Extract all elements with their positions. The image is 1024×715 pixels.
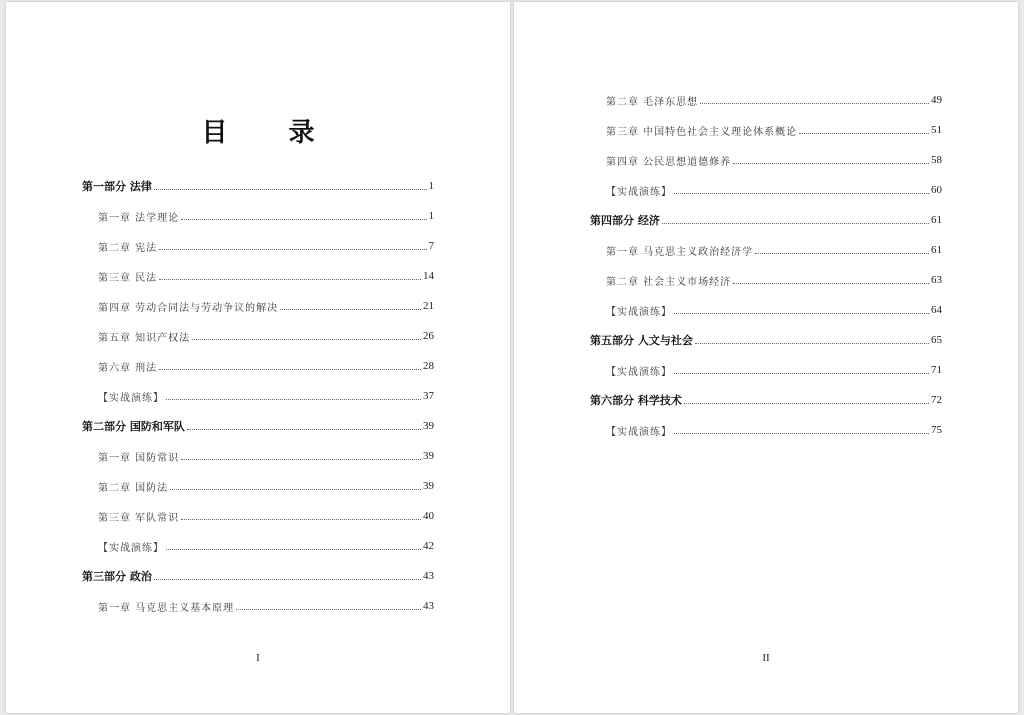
page-title: 目 录 <box>201 118 341 148</box>
toc-part-entry[interactable] <box>82 178 434 194</box>
dot-leader <box>181 519 421 520</box>
page-number-left: I <box>256 652 260 664</box>
toc-entry-label: 第三章 军队常识 <box>98 512 180 524</box>
toc-entry-label: 【实战演练】 <box>606 186 672 198</box>
toc-entry-label: 第一部分 法律 <box>82 180 152 193</box>
toc-entry-label: 第二部分 国防和军队 <box>82 420 185 433</box>
toc-entry-page: 72 <box>931 394 942 406</box>
toc-chapter-entry[interactable] <box>98 448 434 464</box>
toc-chapter-entry[interactable] <box>98 298 434 314</box>
dot-leader <box>187 429 421 430</box>
dot-leader <box>159 279 421 280</box>
dot-leader <box>154 579 421 580</box>
toc-entry-label: 第四部分 经济 <box>590 214 660 227</box>
toc-chapter-entry[interactable] <box>98 328 434 344</box>
toc-chapter-entry[interactable] <box>606 182 942 198</box>
toc-part-entry[interactable] <box>82 568 434 584</box>
toc-entry-label: 【实战演练】 <box>606 306 672 318</box>
dot-leader <box>192 339 421 340</box>
toc-entry-label: 【实战演练】 <box>606 426 672 438</box>
toc-chapter-entry[interactable] <box>606 422 942 438</box>
dot-leader <box>170 489 421 490</box>
toc-entry-page: 37 <box>423 390 434 402</box>
toc-entry-page: 42 <box>423 540 434 552</box>
toc-page-right <box>514 2 1018 713</box>
toc-entry-page: 49 <box>931 94 942 106</box>
toc-entry-label: 第三章 民法 <box>98 272 158 284</box>
toc-chapter-entry[interactable] <box>98 388 434 404</box>
toc-entry-page: 1 <box>428 210 434 222</box>
page-number-right: II <box>762 652 770 664</box>
toc-chapter-entry[interactable] <box>606 122 942 138</box>
toc-chapter-entry[interactable] <box>606 362 942 378</box>
dot-leader <box>159 369 421 370</box>
dot-leader <box>662 223 929 224</box>
dot-leader <box>733 283 929 284</box>
toc-entry-page: 1 <box>428 180 434 192</box>
toc-entry-page: 58 <box>931 154 942 166</box>
toc-part-entry[interactable] <box>590 332 942 348</box>
toc-chapter-entry[interactable] <box>98 508 434 524</box>
toc-entry-label: 第四章 公民思想道德修养 <box>606 156 732 168</box>
toc-chapter-entry[interactable] <box>98 268 434 284</box>
toc-chapter-entry[interactable] <box>98 538 434 554</box>
dot-leader <box>674 373 929 374</box>
dot-leader <box>733 163 929 164</box>
toc-chapter-entry[interactable] <box>98 208 434 224</box>
toc-entry-label: 【实战演练】 <box>606 366 672 378</box>
toc-entry-label: 【实战演练】 <box>98 542 164 554</box>
toc-entry-label: 第二章 国防法 <box>98 482 169 494</box>
dot-leader <box>181 219 426 220</box>
toc-entry-page: 43 <box>423 600 434 612</box>
toc-part-entry[interactable] <box>590 212 942 228</box>
toc-entry-page: 39 <box>423 480 434 492</box>
toc-entry-label: 第一章 马克思主义政治经济学 <box>606 246 754 258</box>
dot-leader <box>684 403 929 404</box>
dot-leader <box>700 103 929 104</box>
toc-entry-label: 第一章 法学理论 <box>98 212 180 224</box>
toc-entry-label: 第三部分 政治 <box>82 570 152 583</box>
toc-chapter-entry[interactable] <box>98 238 434 254</box>
toc-chapter-entry[interactable] <box>98 358 434 374</box>
toc-entry-page: 60 <box>931 184 942 196</box>
toc-entry-page: 63 <box>931 274 942 286</box>
dot-leader <box>236 609 421 610</box>
toc-chapter-entry[interactable] <box>606 242 942 258</box>
toc-entry-page: 26 <box>423 330 434 342</box>
dot-leader <box>695 343 929 344</box>
toc-entry-page: 7 <box>428 240 434 252</box>
toc-part-entry[interactable] <box>82 418 434 434</box>
toc-entry-label: 第一章 马克思主义基本原理 <box>98 602 235 614</box>
toc-chapter-entry[interactable] <box>606 92 942 108</box>
toc-entry-label: 第六章 刑法 <box>98 362 158 374</box>
toc-entry-page: 64 <box>931 304 942 316</box>
toc-page-left <box>6 2 510 713</box>
toc-entry-page: 39 <box>423 420 434 432</box>
dot-leader <box>280 309 421 310</box>
toc-entry-page: 71 <box>931 364 942 376</box>
toc-entry-label: 第五章 知识产权法 <box>98 332 191 344</box>
toc-entry-page: 28 <box>423 360 434 372</box>
toc-entry-label: 第一章 国防常识 <box>98 452 180 464</box>
toc-entry-label: 第四章 劳动合同法与劳动争议的解决 <box>98 302 279 314</box>
toc-entry-page: 51 <box>931 124 942 136</box>
dot-leader <box>154 189 427 190</box>
toc-entry-page: 21 <box>423 300 434 312</box>
dot-leader <box>674 313 929 314</box>
toc-chapter-entry[interactable] <box>606 302 942 318</box>
toc-entry-page: 14 <box>423 270 434 282</box>
toc-part-entry[interactable] <box>590 392 942 408</box>
toc-entry-label: 【实战演练】 <box>98 392 164 404</box>
toc-entry-page: 61 <box>931 244 942 256</box>
dot-leader <box>674 433 929 434</box>
dot-leader <box>799 133 929 134</box>
toc-entry-page: 40 <box>423 510 434 522</box>
toc-chapter-entry[interactable] <box>606 152 942 168</box>
toc-entry-page: 39 <box>423 450 434 462</box>
dot-leader <box>181 459 421 460</box>
dot-leader <box>166 399 421 400</box>
toc-chapter-entry[interactable] <box>98 478 434 494</box>
toc-entry-label: 第五部分 人文与社会 <box>590 334 693 347</box>
toc-entry-label: 第六部分 科学技术 <box>590 394 682 407</box>
toc-entry-label: 第二章 宪法 <box>98 242 158 254</box>
toc-chapter-entry[interactable] <box>98 598 434 614</box>
toc-entry-label: 第二章 社会主义市场经济 <box>606 276 732 288</box>
toc-entry-page: 61 <box>931 214 942 226</box>
dot-leader <box>166 549 421 550</box>
toc-entry-page: 43 <box>423 570 434 582</box>
toc-entry-page: 75 <box>931 424 942 436</box>
toc-entry-page: 65 <box>931 334 942 346</box>
dot-leader <box>159 249 426 250</box>
dot-leader <box>755 253 929 254</box>
toc-chapter-entry[interactable] <box>606 272 942 288</box>
toc-entry-label: 第三章 中国特色社会主义理论体系概论 <box>606 126 798 138</box>
dot-leader <box>674 193 929 194</box>
toc-entry-label: 第二章 毛泽东思想 <box>606 96 699 108</box>
